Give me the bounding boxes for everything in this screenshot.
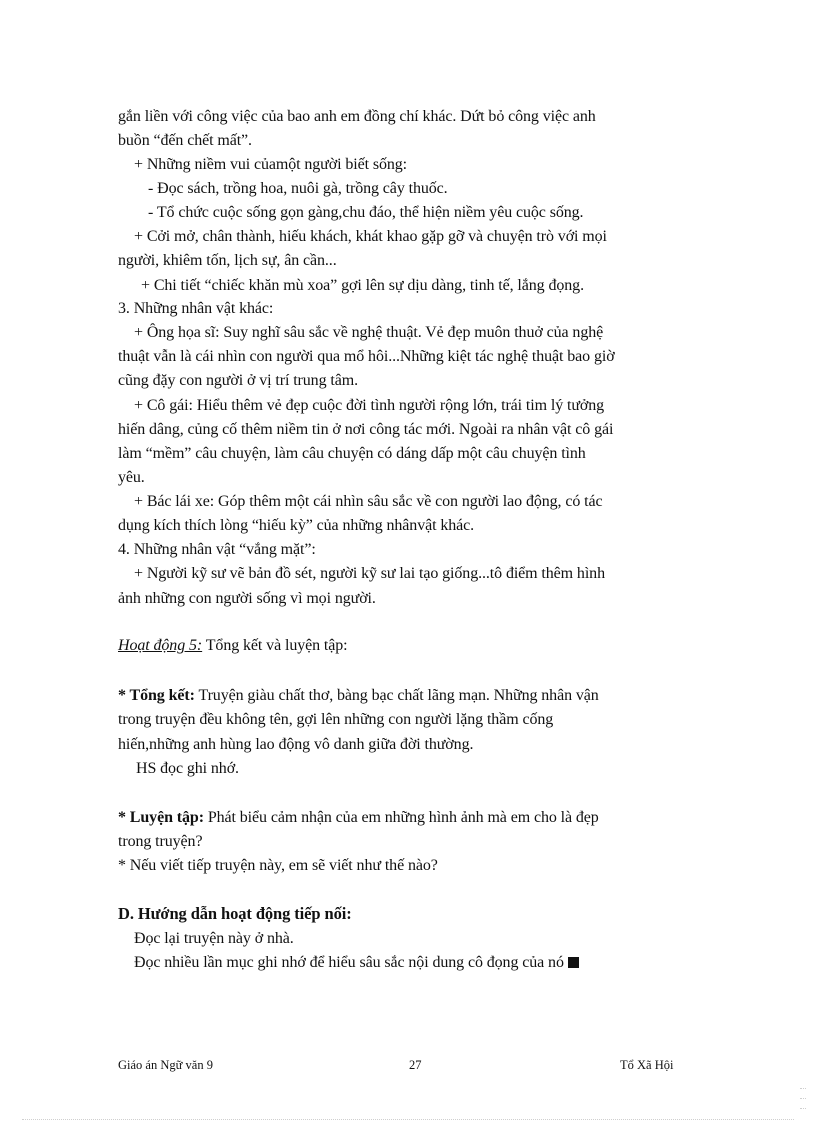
activity-5-title: Hoạt động 5: bbox=[118, 637, 203, 654]
body-line-4: - Đọc sách, trồng hoa, nuôi gà, trồng cây thuốc. bbox=[148, 180, 448, 197]
summary-line-2: trong truyện đều không tên, gợi lên những con người lặng thầm cống bbox=[118, 711, 554, 728]
end-square-icon bbox=[568, 957, 579, 968]
body-line-16: yêu. bbox=[118, 469, 145, 486]
margin-tick-1 bbox=[800, 1088, 806, 1089]
practice-label: * Luyện tập: bbox=[118, 809, 204, 826]
body-line-1: gắn liền với công việc của bao anh em đồng chí khác. Dứt bỏ công việc anh bbox=[118, 108, 596, 125]
body-line-21: ảnh những con người sống vì mọi người. bbox=[118, 590, 376, 607]
section-3-heading: 3. Những nhân vật khác: bbox=[118, 300, 274, 317]
footer-right: Tổ Xã Hội bbox=[620, 1058, 674, 1072]
practice-line-3: * Nếu viết tiếp truyện này, em sẽ viết như thế nào? bbox=[118, 857, 438, 874]
activity-5-line bbox=[118, 636, 348, 656]
body-line-7: người, khiêm tốn, lịch sự, ân cần... bbox=[118, 252, 337, 269]
summary-line-4: HS đọc ghi nhớ. bbox=[136, 760, 239, 777]
body-line-2: buồn “đến chết mất”. bbox=[118, 132, 252, 149]
guide-line-1: Đọc lại truyện này ở nhà. bbox=[134, 930, 294, 947]
body-line-10: + Ông họa sĩ: Suy nghĩ sâu sắc về nghệ thuật. Vẻ đẹp muôn thuở của nghệ bbox=[134, 324, 604, 341]
body-line-11: thuật vẫn là cái nhìn con người qua mổ hôi...Những kiệt tác nghệ thuật bao giờ bbox=[118, 348, 615, 365]
practice-line-1 bbox=[118, 808, 599, 828]
section-4-heading: 4. Những nhân vật “vắng mặt”: bbox=[118, 541, 316, 558]
practice-text-1: Phát biểu cảm nhận của em những hình ảnh mà em cho là đẹp bbox=[203, 809, 599, 826]
body-line-13: + Cô gái: Hiểu thêm vẻ đẹp cuộc đời tình người rộng lớn, trái tim lý tưởng bbox=[134, 397, 605, 414]
footer-left: Giáo án Ngữ văn 9 bbox=[118, 1058, 213, 1072]
summary-text-1: Truyện giàu chất thơ, bàng bạc chất lãng mạn. Những nhân vận bbox=[194, 687, 599, 704]
body-line-20: + Người kỹ sư vẽ bản đồ sét, người kỹ sư lai tạo giống...tô điểm thêm hình bbox=[134, 565, 605, 582]
page-bottom-border bbox=[22, 1119, 794, 1120]
margin-tick-3 bbox=[800, 1108, 806, 1109]
body-line-18: dụng kích thích lòng “hiếu kỳ” của những nhânvật khác. bbox=[118, 517, 475, 534]
body-line-17: + Bác lái xe: Góp thêm một cái nhìn sâu sắc về con người lao động, có tác bbox=[134, 493, 603, 510]
section-d-heading: D. Hướng dẫn hoạt động tiếp nối: bbox=[118, 904, 352, 923]
body-line-12: cũng đặy con người ở vị trí trung tâm. bbox=[118, 372, 358, 389]
footer-page-number: 27 bbox=[409, 1058, 422, 1072]
body-line-8: + Chi tiết “chiếc khăn mù xoa” gợi lên sự dịu dàng, tinh tế, lắng đọng. bbox=[141, 277, 584, 294]
summary-label: * Tổng kết: bbox=[118, 687, 195, 704]
body-line-15: làm “mềm” câu chuyện, làm câu chuyện có dáng dấp một câu chuyện tình bbox=[118, 445, 586, 462]
practice-line-2: trong truyện? bbox=[118, 833, 203, 850]
summary-line-1 bbox=[118, 686, 599, 706]
body-line-6: + Cởi mở, chân thành, hiếu khách, khát khao gặp gỡ và chuyện trò với mọi bbox=[134, 228, 607, 245]
margin-tick-2 bbox=[800, 1098, 806, 1099]
guide-line-2 bbox=[134, 953, 579, 973]
body-line-14: hiến dâng, củng cố thêm niềm tin ở nơi công tác mới. Ngoài ra nhân vật cô gái bbox=[118, 421, 614, 438]
body-line-3: + Những niềm vui củamột người biết sống: bbox=[134, 156, 408, 173]
summary-line-3: hiến,những anh hùng lao động vô danh giữa đời thường. bbox=[118, 736, 474, 753]
activity-5-text: Tổng kết và luyện tập: bbox=[202, 637, 348, 654]
body-line-5: - Tổ chức cuộc sống gọn gàng,chu đáo, thể hiện niềm yêu cuộc sống. bbox=[148, 204, 584, 221]
guide-text-2: Đọc nhiều lần mục ghi nhớ để hiểu sâu sắc nội dung cô đọng của nó bbox=[134, 954, 564, 971]
